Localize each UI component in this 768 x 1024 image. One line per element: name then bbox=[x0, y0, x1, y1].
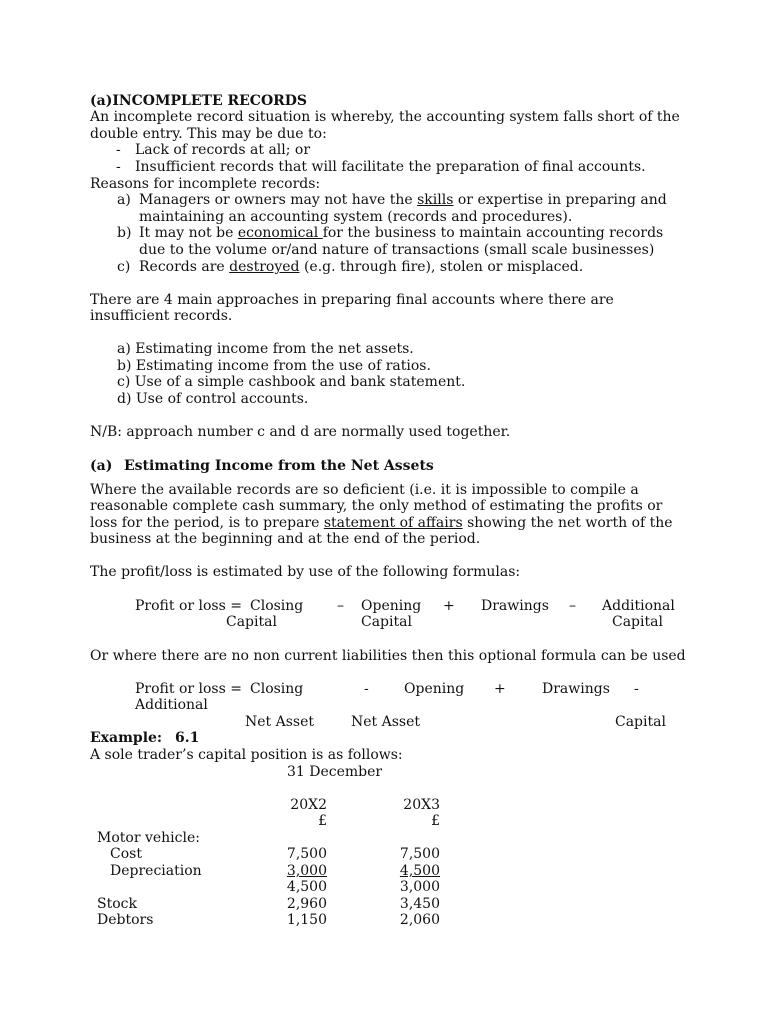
reason-text: for the business to maintain accounting records bbox=[322, 225, 664, 241]
paragraph-text: showing the net worth of the bbox=[462, 515, 673, 531]
section-paragraph: Where the available records are so deficient (i.e. it is impossible to compile a bbox=[90, 482, 639, 498]
reason-text: It may not be bbox=[139, 225, 238, 241]
formula-operator: – bbox=[569, 598, 576, 614]
approaches-intro: insufficient records. bbox=[90, 308, 233, 324]
formula-term: Drawings bbox=[542, 681, 610, 697]
formula-term: Capital bbox=[361, 614, 412, 630]
approach-item: a) Estimating income from the net assets. bbox=[117, 341, 414, 357]
underlined-term: statement of affairs bbox=[323, 515, 463, 531]
column-header: 20X3 bbox=[403, 797, 440, 813]
underlined-term: skills bbox=[417, 192, 454, 208]
cell-value: 2,060 bbox=[399, 912, 440, 928]
formula-intro: The profit/loss is estimated by use of the following formulas: bbox=[90, 564, 521, 580]
formula-operator: - bbox=[364, 681, 369, 697]
bullet-dash: - bbox=[116, 159, 121, 175]
reason-text: (e.g. through fire), stolen or misplaced. bbox=[299, 259, 584, 275]
formula-term: Net Asset bbox=[245, 714, 315, 730]
underlined-value: 3,000 bbox=[286, 863, 327, 879]
column-header: 20X2 bbox=[290, 797, 327, 813]
formula-term: Closing bbox=[250, 681, 304, 697]
approach-item: d) Use of control accounts. bbox=[117, 391, 309, 407]
example-number: 6.1 bbox=[175, 730, 200, 746]
section-paragraph: reasonable complete cash summary, the only method of estimating the profits or bbox=[90, 498, 663, 514]
cell-value: 4,500 bbox=[286, 879, 327, 895]
approaches-note: N/B: approach number c and d are normally used together. bbox=[90, 424, 511, 440]
optional-intro: Or where there are no non current liabilities then this optional formula can be used bbox=[90, 648, 686, 664]
section-marker: (a) bbox=[90, 458, 113, 474]
reasons-title: Reasons for incomplete records: bbox=[90, 176, 321, 192]
reason-b bbox=[139, 225, 663, 242]
reason-text: Managers or owners may not have the bbox=[139, 192, 418, 208]
cell-value bbox=[363, 863, 440, 880]
list-marker: b) bbox=[117, 225, 132, 241]
row-label: Stock bbox=[97, 896, 137, 912]
section-paragraph bbox=[90, 515, 673, 532]
intro-line: double entry. This may be due to: bbox=[90, 126, 327, 142]
formula-lhs: Profit or loss = bbox=[135, 681, 242, 697]
example-description: A sole trader’s capital position is as follows: bbox=[90, 747, 403, 763]
reason-text: or expertise in preparing and bbox=[453, 192, 667, 208]
formula-term: Capital bbox=[612, 614, 663, 630]
row-label: Depreciation bbox=[110, 863, 202, 879]
bullet-text: Lack of records at all; or bbox=[135, 142, 311, 158]
cell-value: 1,150 bbox=[286, 912, 327, 928]
underlined-value: 4,500 bbox=[399, 863, 440, 879]
currency-header: £ bbox=[318, 813, 327, 829]
intro-line: An incomplete record situation is whereby, the accounting system falls short of the bbox=[90, 109, 680, 125]
list-marker: a) bbox=[117, 192, 131, 208]
formula-term: Drawings bbox=[481, 598, 549, 614]
formula-term: Additional bbox=[135, 697, 208, 713]
cell-value: 3,000 bbox=[399, 879, 440, 895]
formula-operator: + bbox=[443, 598, 455, 614]
cell-value: 7,500 bbox=[399, 846, 440, 862]
row-label: Debtors bbox=[97, 912, 154, 928]
formula-term: Closing bbox=[250, 598, 304, 614]
row-label: Cost bbox=[110, 846, 142, 862]
list-marker: c) bbox=[117, 259, 131, 275]
row-label: Motor vehicle: bbox=[97, 830, 200, 846]
table-date-header: 31 December bbox=[287, 764, 383, 780]
approach-item: c) Use of a simple cashbook and bank statement. bbox=[117, 374, 466, 390]
paragraph-text: loss for the period, is to prepare bbox=[90, 515, 324, 531]
underlined-term: economical bbox=[237, 225, 323, 241]
formula-operator: – bbox=[337, 598, 344, 614]
formula-term: Additional bbox=[602, 598, 675, 614]
bullet-text: Insufficient records that will facilitate the preparation of final accounts. bbox=[135, 159, 646, 175]
reason-continuation: maintaining an accounting system (records and procedures). bbox=[139, 209, 573, 225]
formula-term: Net Asset bbox=[351, 714, 421, 730]
cell-value: 2,960 bbox=[286, 896, 327, 912]
reason-text: Records are bbox=[139, 259, 230, 275]
formula-term: Capital bbox=[615, 714, 666, 730]
approach-item: b) Estimating income from the use of ratios. bbox=[117, 358, 431, 374]
cell-value: 7,500 bbox=[286, 846, 327, 862]
formula-term: Opening bbox=[361, 598, 422, 614]
reason-a bbox=[139, 192, 667, 209]
cell-value: 3,450 bbox=[399, 896, 440, 912]
underlined-term: destroyed bbox=[229, 259, 300, 275]
currency-header: £ bbox=[431, 813, 440, 829]
example-label: Example: bbox=[90, 730, 163, 746]
bullet-dash: - bbox=[116, 142, 121, 158]
reason-c bbox=[139, 259, 583, 276]
formula-operator: - bbox=[634, 681, 639, 697]
section-paragraph: business at the beginning and at the end of the period. bbox=[90, 531, 481, 547]
cell-value bbox=[250, 863, 327, 880]
formula-operator: + bbox=[494, 681, 506, 697]
page-heading: (a)INCOMPLETE RECORDS bbox=[90, 93, 308, 109]
section-title: Estimating Income from the Net Assets bbox=[124, 458, 434, 474]
approaches-intro: There are 4 main approaches in preparing final accounts where there are bbox=[90, 292, 614, 308]
formula-term: Capital bbox=[226, 614, 277, 630]
reason-continuation: due to the volume or/and nature of transactions (small scale businesses) bbox=[139, 242, 655, 258]
formula-term: Opening bbox=[404, 681, 465, 697]
formula-lhs: Profit or loss = bbox=[135, 598, 242, 614]
